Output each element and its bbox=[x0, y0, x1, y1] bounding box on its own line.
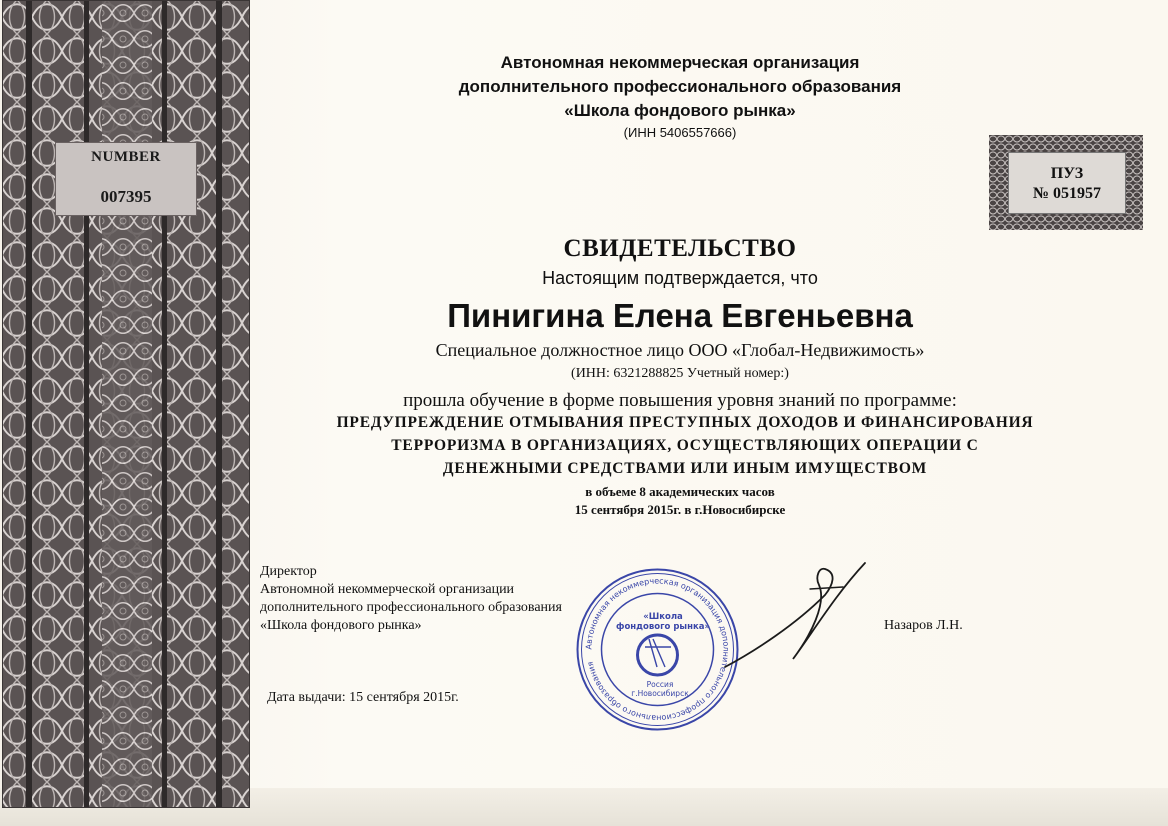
stamp-country: Россия bbox=[646, 680, 674, 689]
serial-number-label: NUMBER bbox=[91, 149, 161, 165]
stamp-ring-text: Автономная некоммерческая организация дополнительного профессионального образования bbox=[584, 576, 731, 723]
stamp-city: г.Новосибирск bbox=[631, 689, 689, 698]
org-name-line-3: «Школа фондового рынка» bbox=[564, 101, 796, 120]
director-line-4: «Школа фондового рынка» bbox=[260, 618, 422, 633]
director-line-3: дополнительного профессионального образования bbox=[260, 600, 562, 615]
org-inn: (ИНН 5406557666) bbox=[623, 125, 737, 140]
org-name-line-2: дополнительного профессионального образования bbox=[458, 77, 902, 96]
course-volume: в объеме 8 академических часов bbox=[585, 484, 775, 499]
serial-number-box bbox=[55, 142, 197, 216]
director-line-2: Автономной некоммерческой организации bbox=[260, 582, 515, 597]
certificate-title: СВИДЕТЕЛЬСТВО bbox=[563, 235, 797, 262]
program-line-2: ТЕРРОРИЗМА В ОРГАНИЗАЦИЯХ, ОСУЩЕСТВЛЯЮЩИХ ОПЕРАЦИИ С bbox=[391, 437, 979, 454]
stamp-center-line-1: «Школа bbox=[643, 612, 683, 622]
serial-number-value: 007395 bbox=[100, 187, 152, 206]
issue-date: Дата выдачи: 15 сентября 2015г. bbox=[267, 690, 459, 705]
director-line-1: Директор bbox=[260, 564, 317, 579]
stamp-center-line-2: фондового рынка» bbox=[616, 622, 710, 632]
confirm-text: Настоящим подтверждается, что bbox=[542, 268, 818, 288]
recipient-name: Пинигина Елена Евгеньевна bbox=[447, 297, 913, 334]
registration-number: № 051957 bbox=[1032, 185, 1102, 202]
org-name-line-1: Автономная некоммерческая организация bbox=[500, 53, 860, 72]
program-line-3: ДЕНЕЖНЫМИ СРЕДСТВАМИ ИЛИ ИНЫМ ИМУЩЕСТВОМ bbox=[442, 460, 928, 477]
program-line-1: ПРЕДУПРЕЖДЕНИЕ ОТМЫВАНИЯ ПРЕСТУПНЫХ ДОХОДОВ И ФИНАНСИРОВАНИЯ bbox=[336, 414, 1034, 431]
course-date-city: 15 сентября 2015г. в г.Новосибирске bbox=[574, 502, 786, 517]
recipient-inn: (ИНН: 6321288825 Учетный номер:) bbox=[571, 366, 789, 381]
director-signature bbox=[715, 555, 885, 675]
guilloche-band bbox=[2, 0, 250, 808]
registration-label: ПУЗ bbox=[1050, 165, 1084, 182]
recipient-position: Специальное должностное лицо ООО «Глобал-Недвижимость» bbox=[435, 340, 925, 360]
registration-box bbox=[1008, 152, 1126, 214]
studied-text: прошла обучение в форме повышения уровня знаний по программе: bbox=[403, 390, 957, 411]
signer-name: Назаров Л.Н. bbox=[884, 618, 963, 633]
